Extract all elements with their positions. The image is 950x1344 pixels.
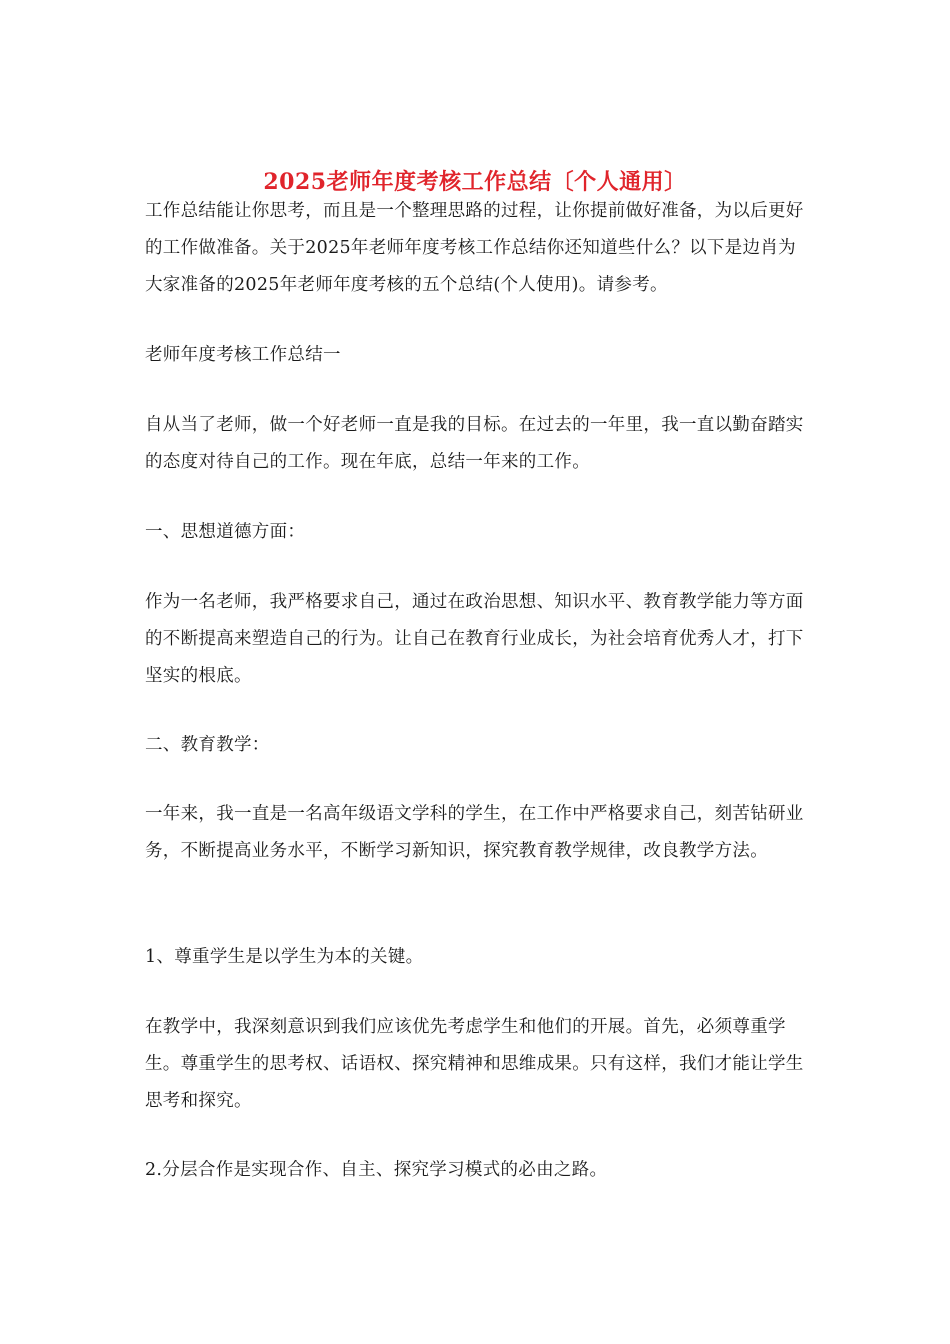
summary-one-paragraph: 自从当了老师，做一个好老师一直是我的目标。在过去的一年里，我一直以勤奋踏实的态度对待自己的工作。现在年底，总结一年来的工作。	[145, 415, 804, 472]
intro-paragraph: 工作总结能让你思考，而且是一个整理思路的过程，让你提前做好准备，为以后更好的工作做准备。关于2025年老师年度考核工作总结你还知道些什么？以下是边肖为大家准备的2025年老师年度考核的五个总结(个人使用)。请参考。	[145, 201, 804, 295]
section-heading-summary-one: 老师年度考核工作总结一	[145, 345, 341, 365]
document-title: 2025老师年度考核工作总结〔个人通用〕	[263, 168, 687, 195]
point-one-paragraph: 在教学中，我深刻意识到我们应该优先考虑学生和他们的开展。首先，必须尊重学生。尊重学生的思考权、话语权、探究精神和思维成果。只有这样，我们才能让学生思考和探究。	[145, 1017, 804, 1111]
point-one-heading: 1、尊重学生是以学生为本的关键。	[145, 947, 424, 967]
teaching-paragraph: 一年来，我一直是一名高年级语文学科的学生，在工作中严格要求自己，刻苦钻研业务，不断提高业务水平，不断学习新知识，探究教育教学规律，改良教学方法。	[145, 804, 804, 861]
section-heading-ethics: 一、思想道德方面：	[145, 522, 306, 542]
section-heading-teaching: 二、教育教学：	[145, 735, 270, 755]
ethics-paragraph: 作为一名老师，我严格要求自己，通过在政治思想、知识水平、教育教学能力等方面的不断提高来塑造自己的行为。让自己在教育行业成长，为社会培育优秀人才，打下坚实的根底。	[145, 592, 804, 686]
point-two-heading: 2.分层合作是实现合作、自主、探究学习模式的必由之路。	[145, 1160, 608, 1180]
